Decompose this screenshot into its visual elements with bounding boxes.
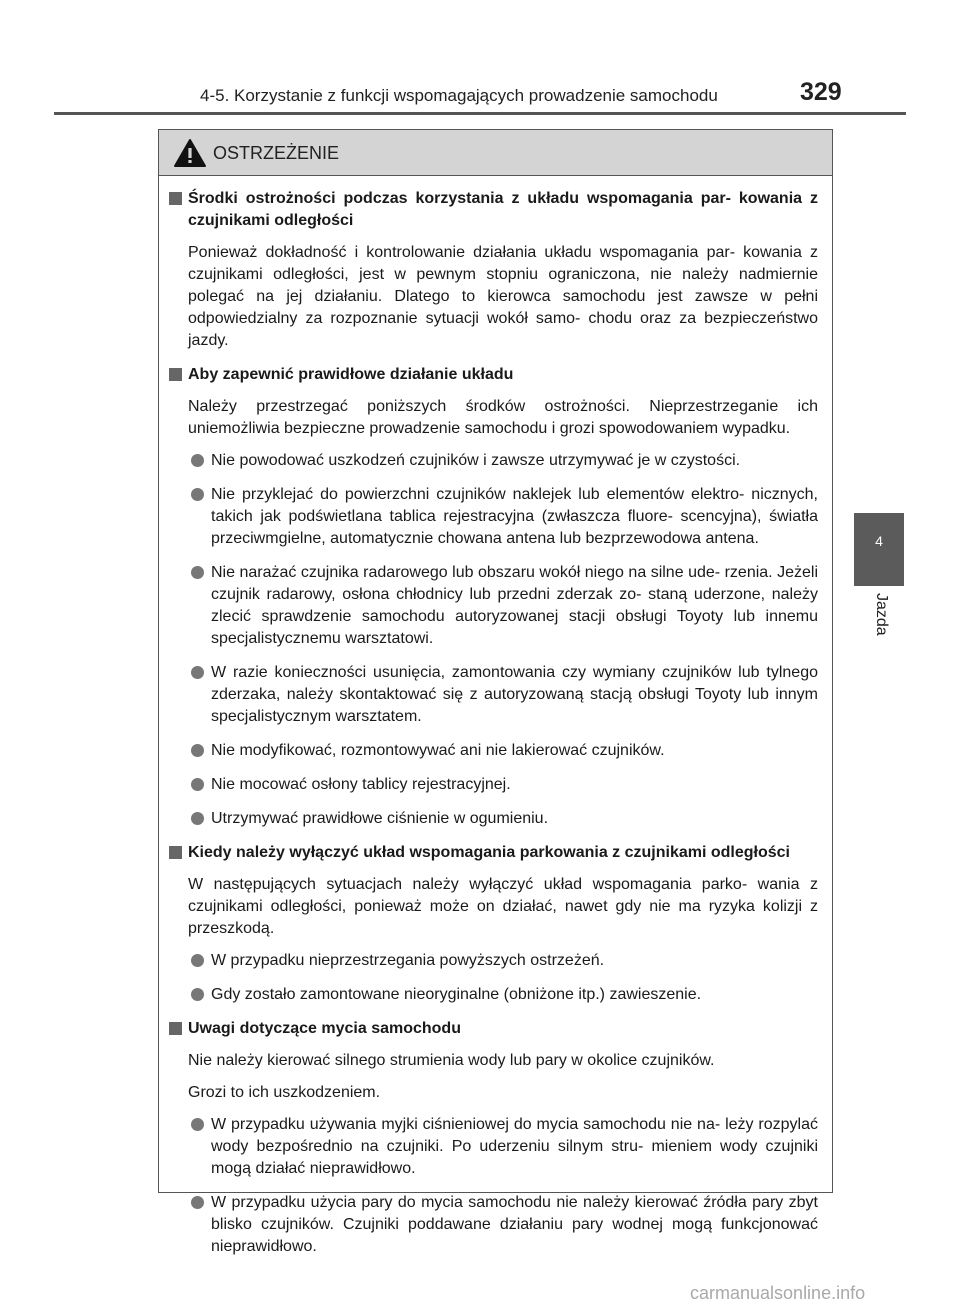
chapter-number: 4 [875,533,883,549]
round-bullet-icon [191,988,204,1001]
bullet-item [167,484,818,550]
bullet-item [167,950,818,972]
round-bullet-icon [191,488,204,501]
warning-body [159,176,832,1258]
round-bullet-icon [191,778,204,791]
bullet-text: Nie narażać czujnika radarowego lub obszaru wokół niego na silne ude- rzenia. Jeżeli czujnik radarowy, osłona chłodnicy lub przedni zderzak zo- staną uderzone, należy zlecić sprawdzenie samochodu autoryzowanej stacji obsługi Toyoty lub innemu specjalistycznemu warsztatowi. [211,564,818,647]
round-bullet-icon [191,744,204,757]
watermark-text: carmanualsonline.info [690,1283,866,1303]
warning-section [167,1018,818,1258]
warning-title: OSTRZEŻENIE [213,143,340,163]
square-bullet-icon [169,192,182,205]
square-bullet-icon [169,1022,182,1035]
bullet-text: W przypadku nieprzestrzegania powyższych ostrzeżeń. [211,952,605,969]
bullet-item [167,1114,818,1180]
section-paragraph: Należy przestrzegać poniższych środków ostrożności. Nieprzestrzeganie ich uniemożliwia bezpieczne prowadzenie samochodu i grozi spowodowaniem wypadku. [188,398,818,437]
bullet-text: Gdy zostało zamontowane nieoryginalne (obniżone itp.) zawieszenie. [211,986,702,1003]
bullet-list [167,1114,818,1258]
warning-section [167,364,818,830]
square-bullet-icon [169,368,182,381]
round-bullet-icon [191,1118,204,1131]
warning-box [158,129,833,1255]
section-heading-text: Uwagi dotyczące mycia samochodu [188,1020,461,1037]
round-bullet-icon [191,666,204,679]
chapter-tab [854,513,904,586]
section-heading [167,364,818,386]
round-bullet-icon [191,454,204,467]
square-bullet-icon [169,846,182,859]
section-paragraph: W następujących sytuacjach należy wyłączyć układ wspomagania parko- wania z czujnikami odległości, ponieważ może on działać, nawet gdy nie ma ryzyka kolizji z przeszkodą. [188,876,818,937]
round-bullet-icon [191,1196,204,1209]
page-number: 329 [800,78,842,106]
chapter-label: Jazda [873,593,890,636]
section-heading-text: Kiedy należy wyłączyć układ wspomagania parkowania z czujnikami odległości [188,844,790,861]
warning-section [167,842,818,1006]
bullet-item [167,1192,818,1258]
warning-triangle-icon [173,138,207,168]
bullet-item [167,562,818,650]
round-bullet-icon [191,812,204,825]
bullet-text: W przypadku użycia pary do mycia samochodu nie należy kierować źródła pary zbyt blisko czujników. Czujniki poddawane działaniu pary wodnej mogą funkcjonować nieprawidłowo. [211,1194,818,1255]
bullet-text: Nie przyklejać do powierzchni czujników naklejek lub elementów elektro- nicznych, takich jak podświetlana tablica rejestracyjna (zwłaszcza fluore- scencyjna), światła przeciwmgielne, automatycznie chowana antena lub bezprzewodowa antena. [211,486,818,547]
bullet-text: Nie powodować uszkodzeń czujników i zawsze utrzymywać je w czystości. [211,452,741,469]
section-paragraph: Nie należy kierować silnego strumienia wody lub pary w okolice czujników. [188,1052,715,1069]
section-heading-text: Środki ostrożności podczas korzystania z układu wspomagania par- kowania z czujnikami odległości [188,190,818,229]
section-paragraph: Ponieważ dokładność i kontrolowanie działania układu wspomagania par- kowania z czujnikami odległości, jest w pewnym stopniu ograniczona, nie należy nadmiernie polegać na jej działaniu. Dlatego to kierowca samochodu jest zawsze w pełni odpowiedzialny za rozpoznanie sytuacji wokół samo- chodu oraz za bezpieczeństwo jazdy. [188,244,818,349]
bullet-item [167,450,818,472]
section-heading [167,1018,818,1040]
section-title: 4-5. Korzystanie z funkcji wspomagających prowadzenie samochodu [200,86,718,105]
header-rule [54,112,906,115]
section-heading [167,842,818,864]
round-bullet-icon [191,566,204,579]
bullet-text: W razie konieczności usunięcia, zamontowania czy wymiany czujników lub tylnego zderzaka, należy skontaktować się z autoryzowaną stacją obsługi Toyoty lub innym specjalistycznym warsztatem. [211,664,818,725]
bullet-text: W przypadku używania myjki ciśnieniowej do mycia samochodu nie na- leży rozpylać wody bezpośrednio na czujniki. Po uderzeniu silnym stru- mieniem wody czujniki mogą działać nieprawidłowo. [211,1116,818,1177]
section-heading [167,188,818,232]
bullet-item [167,774,818,796]
bullet-text: Utrzymywać prawidłowe ciśnienie w ogumieniu. [211,810,549,827]
section-paragraph: Grozi to ich uszkodzeniem. [188,1084,381,1101]
bullet-item [167,662,818,728]
bullet-item [167,984,818,1006]
bullet-list [167,450,818,830]
bullet-list [167,950,818,1006]
bullet-text: Nie mocować osłony tablicy rejestracyjnej. [211,776,511,793]
warning-section [167,188,818,352]
bullet-text: Nie modyfikować, rozmontowywać ani nie lakierować czujników. [211,742,665,759]
section-heading-text: Aby zapewnić prawidłowe działanie układu [188,366,514,383]
round-bullet-icon [191,954,204,967]
warning-header [159,130,832,176]
bullet-item [167,740,818,762]
bullet-item [167,808,818,830]
